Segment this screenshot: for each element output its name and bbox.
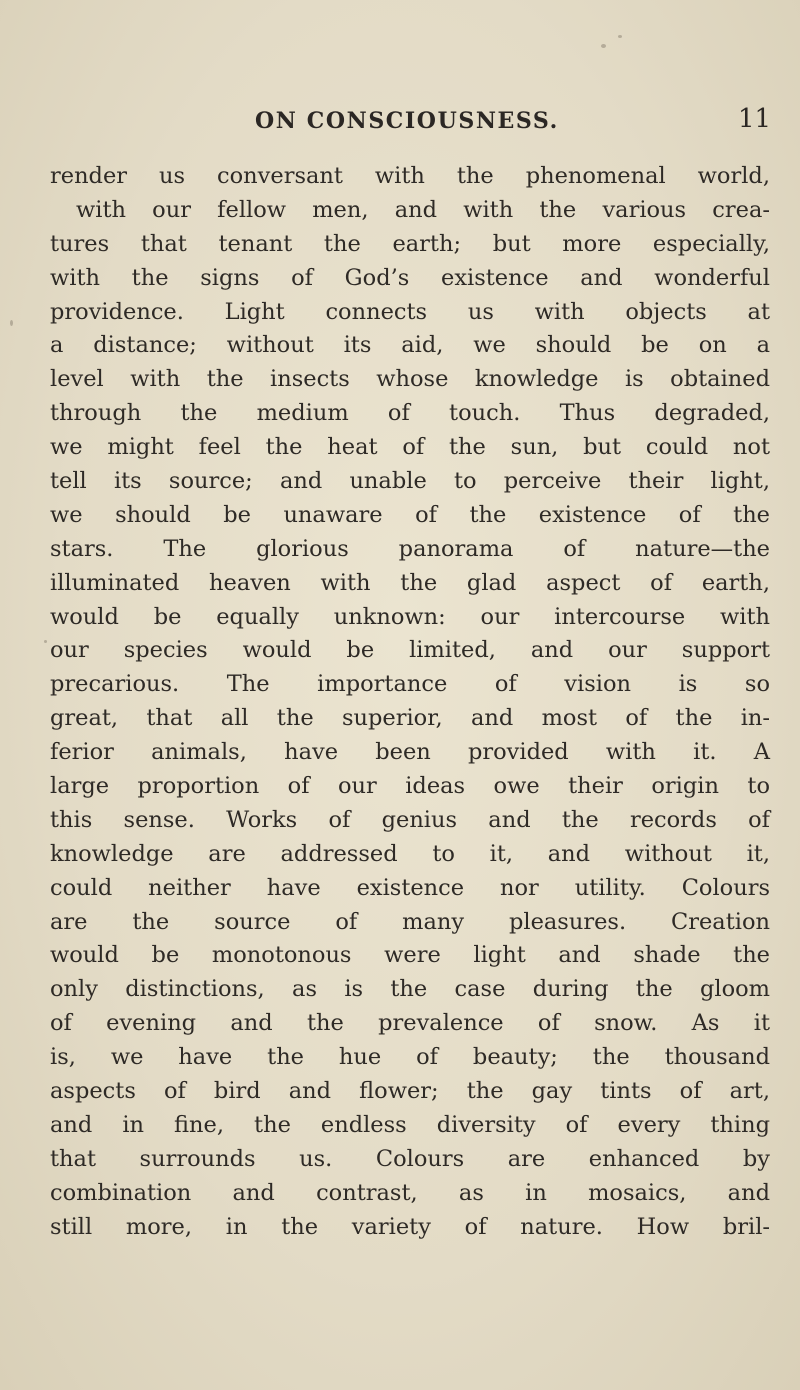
paper-speck: [618, 35, 622, 38]
running-head: ON CONSCIOUSNESS.: [255, 108, 559, 134]
text-line: aspects of bird and flower; the gay tints of art,: [50, 1078, 770, 1105]
text-line: would be equally unknown: our intercourse with: [50, 603, 770, 630]
text-line: render us conversant with the phenomenal world,: [50, 163, 770, 189]
text-line: level with the insects whose knowledge is obtained: [50, 366, 770, 393]
text-line: large proportion of our ideas owe their origin to: [50, 773, 770, 800]
text-line: we should be unaware of the existence of the: [50, 501, 770, 528]
paper-speck: [601, 44, 606, 48]
text-line: is, we have the hue of beauty; the thousand: [50, 1044, 770, 1071]
paper-speck: [10, 320, 13, 326]
text-line: a distance; without its aid, we should be on a: [50, 332, 770, 359]
text-line: stars. The glorious panorama of nature—the: [50, 535, 770, 562]
text-line: precarious. The importance of vision is so: [50, 671, 770, 698]
text-line: great, that all the superior, and most of the in-: [50, 705, 770, 732]
text-line: and in fine, the endless diversity of every thing: [50, 1111, 770, 1138]
text-line: we might feel the heat of the sun, but could not: [50, 434, 770, 461]
text-line: could neither have existence nor utility. Colours: [50, 874, 770, 901]
text-line: with the signs of God’s existence and wonderful: [50, 264, 770, 291]
body-text: [50, 160, 770, 1245]
text-line: through the medium of touch. Thus degraded,: [50, 400, 770, 427]
text-line: ferior animals, have been provided with it. A: [50, 739, 770, 766]
text-line: of evening and the prevalence of snow. As it: [50, 1010, 770, 1037]
text-line: tures that tenant the earth; but more especially,: [50, 230, 770, 257]
text-line: providence. Light connects us with objects at: [50, 298, 770, 325]
text-line: would be monotonous were light and shade the: [50, 942, 770, 969]
text-line: this sense. Works of genius and the records of: [50, 806, 770, 833]
text-line: that surrounds us. Colours are enhanced by: [50, 1145, 770, 1172]
text-line: with our fellow men, and with the various crea-: [76, 196, 770, 223]
page-number: 11: [738, 104, 772, 134]
paper-speck: [44, 640, 47, 643]
text-line: only distinctions, as is the case during the gloom: [50, 976, 770, 1003]
text-line: are the source of many pleasures. Creation: [50, 908, 770, 935]
text-line: combination and contrast, as in mosaics, and: [50, 1179, 770, 1206]
text-line: tell its source; and unable to perceive their light,: [50, 468, 770, 495]
page-header: [0, 102, 800, 142]
text-line: illuminated heaven with the glad aspect of earth,: [50, 569, 770, 596]
text-line: knowledge are addressed to it, and without it,: [50, 840, 770, 867]
text-line: still more, in the variety of nature. How bril-: [50, 1213, 770, 1240]
text-line: our species would be limited, and our support: [50, 637, 770, 664]
